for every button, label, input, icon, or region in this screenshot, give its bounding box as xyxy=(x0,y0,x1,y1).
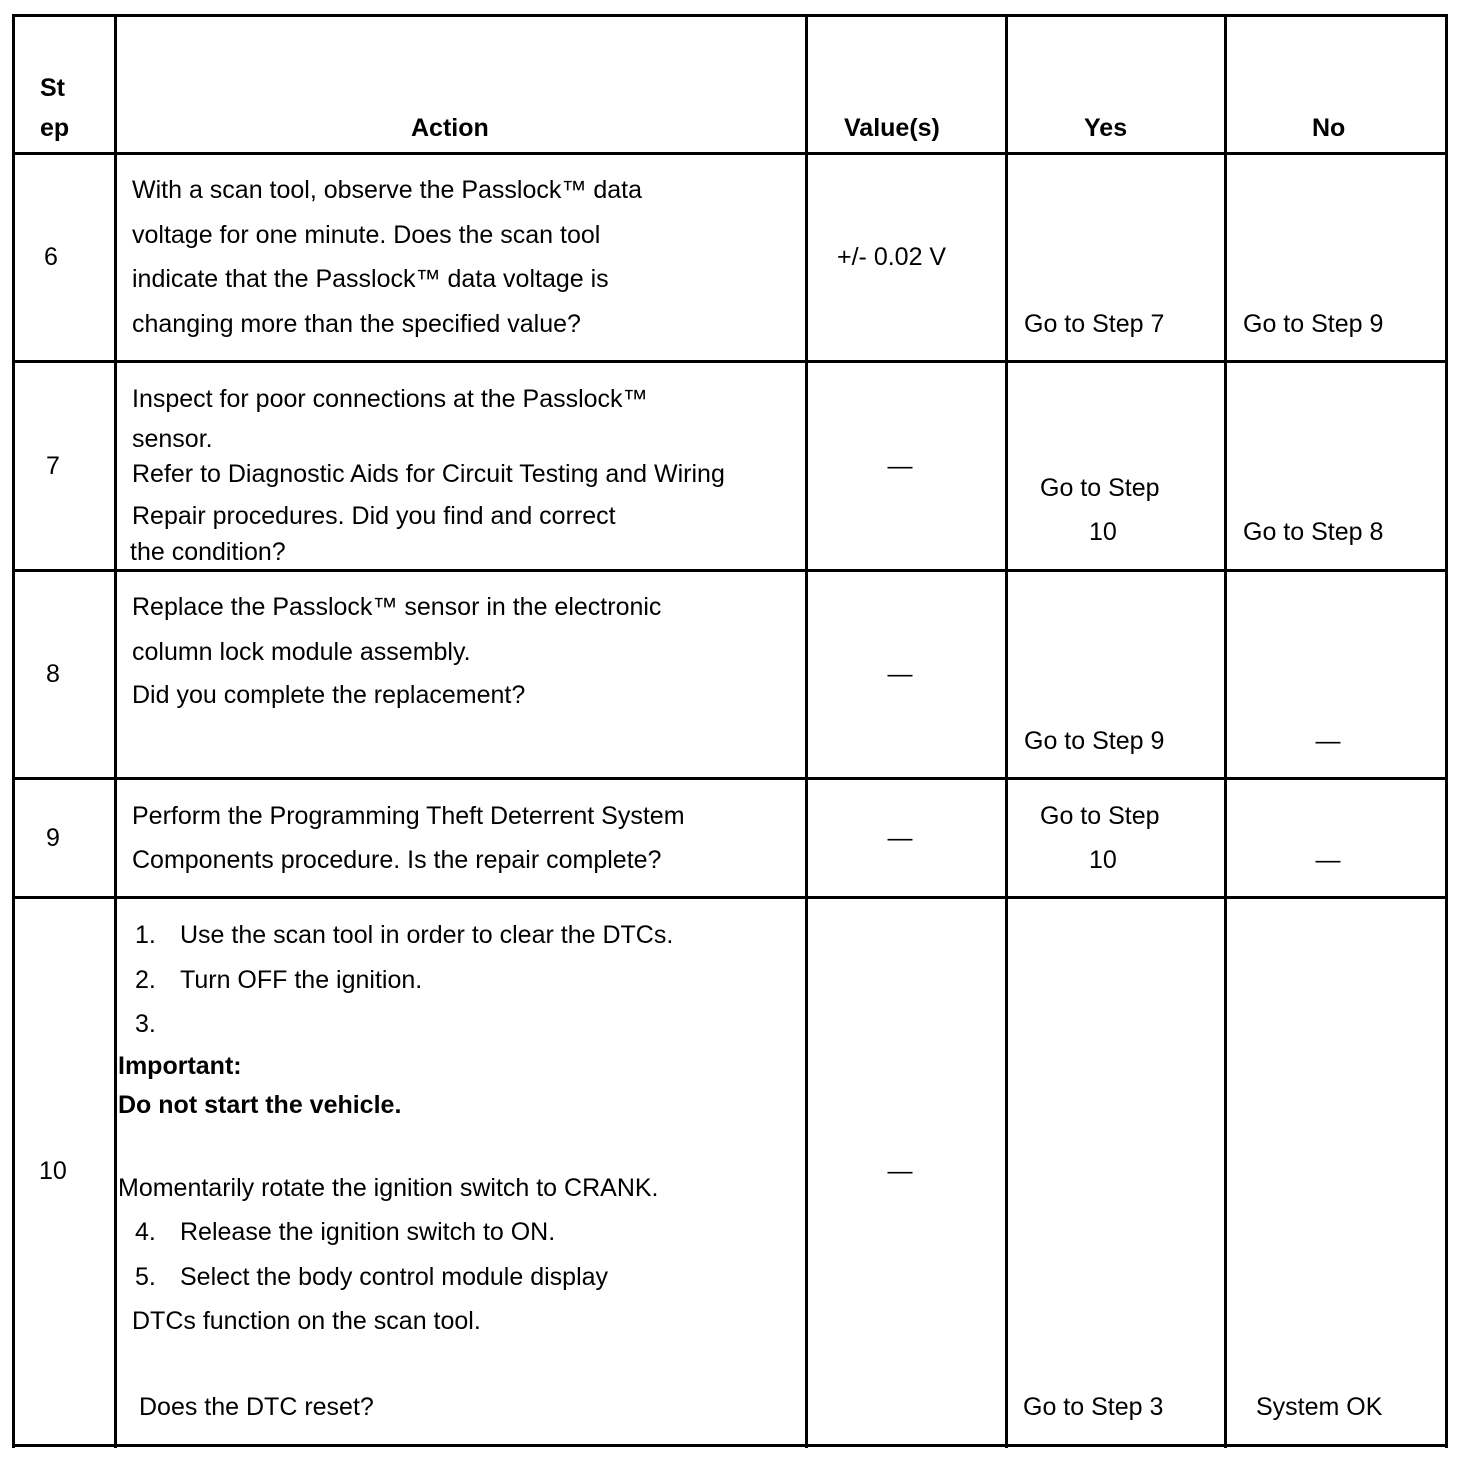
action-text: column lock module assembly. xyxy=(132,638,471,666)
column-divider xyxy=(114,14,117,1448)
step-number: 6 xyxy=(44,243,58,271)
list-number: 2. xyxy=(135,966,156,994)
value-text: — xyxy=(887,660,913,688)
action-text: Turn OFF the ignition. xyxy=(180,966,423,994)
no-result: — xyxy=(1315,846,1341,874)
header-yes: Yes xyxy=(1084,114,1128,142)
list-number: 1. xyxy=(135,921,156,949)
action-text: voltage for one minute. Does the scan tool xyxy=(132,221,601,249)
no-result: Go to Step 8 xyxy=(1243,518,1384,546)
step-number: 7 xyxy=(46,452,60,480)
action-text: Use the scan tool in order to clear the DTCs. xyxy=(180,921,674,949)
action-text: Release the ignition switch to ON. xyxy=(180,1218,556,1246)
action-text: indicate that the Passlock™ data voltage is xyxy=(132,265,609,293)
header-step-line1: St xyxy=(40,74,65,102)
table-border-left xyxy=(12,14,15,1448)
action-text: Repair procedures. Did you find and correct xyxy=(132,502,616,530)
action-text: Inspect for poor connections at the Passlock™ xyxy=(132,385,648,413)
table-border-bottom xyxy=(12,1444,1448,1447)
step-number: 9 xyxy=(46,824,60,852)
action-text: Did you complete the replacement? xyxy=(132,681,526,709)
action-question: Does the DTC reset? xyxy=(139,1393,374,1421)
yes-result: Go to Step xyxy=(1040,802,1160,830)
row-divider xyxy=(12,777,1448,780)
important-label: Important: xyxy=(118,1052,242,1080)
no-result: System OK xyxy=(1256,1393,1383,1421)
action-text: With a scan tool, observe the Passlock™ data xyxy=(132,176,642,204)
action-text: Components procedure. Is the repair complete? xyxy=(132,846,662,874)
list-number: 3. xyxy=(135,1010,156,1038)
row-divider xyxy=(12,360,1448,363)
yes-result: Go to Step 3 xyxy=(1023,1393,1164,1421)
action-text: Perform the Programming Theft Deterrent System xyxy=(132,802,685,830)
header-values: Value(s) xyxy=(844,114,940,142)
yes-result: Go to Step 9 xyxy=(1024,727,1165,755)
header-no: No xyxy=(1312,114,1346,142)
step-number: 10 xyxy=(39,1157,67,1185)
action-text: Refer to Diagnostic Aids for Circuit Testing and Wiring xyxy=(132,460,725,488)
action-text: changing more than the specified value? xyxy=(132,310,581,338)
no-result: — xyxy=(1315,727,1341,755)
column-divider xyxy=(805,14,808,1448)
row-divider xyxy=(12,152,1448,155)
action-text: Momentarily rotate the ignition switch to CRANK. xyxy=(118,1174,659,1202)
row-divider xyxy=(12,569,1448,572)
no-result: Go to Step 9 xyxy=(1243,310,1384,338)
list-number: 5. xyxy=(135,1263,156,1291)
list-number: 4. xyxy=(135,1218,156,1246)
header-step-line2: ep xyxy=(40,114,70,142)
action-text: sensor. xyxy=(132,425,213,453)
step-number: 8 xyxy=(46,660,60,688)
action-text: Replace the Passlock™ sensor in the electronic xyxy=(132,593,662,621)
column-divider xyxy=(1224,14,1227,1448)
action-text: Select the body control module display xyxy=(180,1263,609,1291)
header-action: Action xyxy=(411,114,489,142)
value-text: — xyxy=(887,1157,913,1185)
table-border-top xyxy=(12,14,1448,17)
table-border-right xyxy=(1445,14,1448,1448)
value-text: — xyxy=(887,824,913,852)
yes-result: Go to Step xyxy=(1040,474,1160,502)
action-text: the condition? xyxy=(130,538,286,566)
column-divider xyxy=(1005,14,1008,1448)
value-text: — xyxy=(887,452,913,480)
important-text: Do not start the vehicle. xyxy=(118,1091,402,1119)
yes-result: 10 xyxy=(1089,846,1117,874)
row-divider xyxy=(12,896,1448,899)
yes-result: 10 xyxy=(1089,518,1117,546)
action-text: DTCs function on the scan tool. xyxy=(132,1307,481,1335)
yes-result: Go to Step 7 xyxy=(1024,310,1165,338)
value-text: +/- 0.02 V xyxy=(837,243,947,271)
